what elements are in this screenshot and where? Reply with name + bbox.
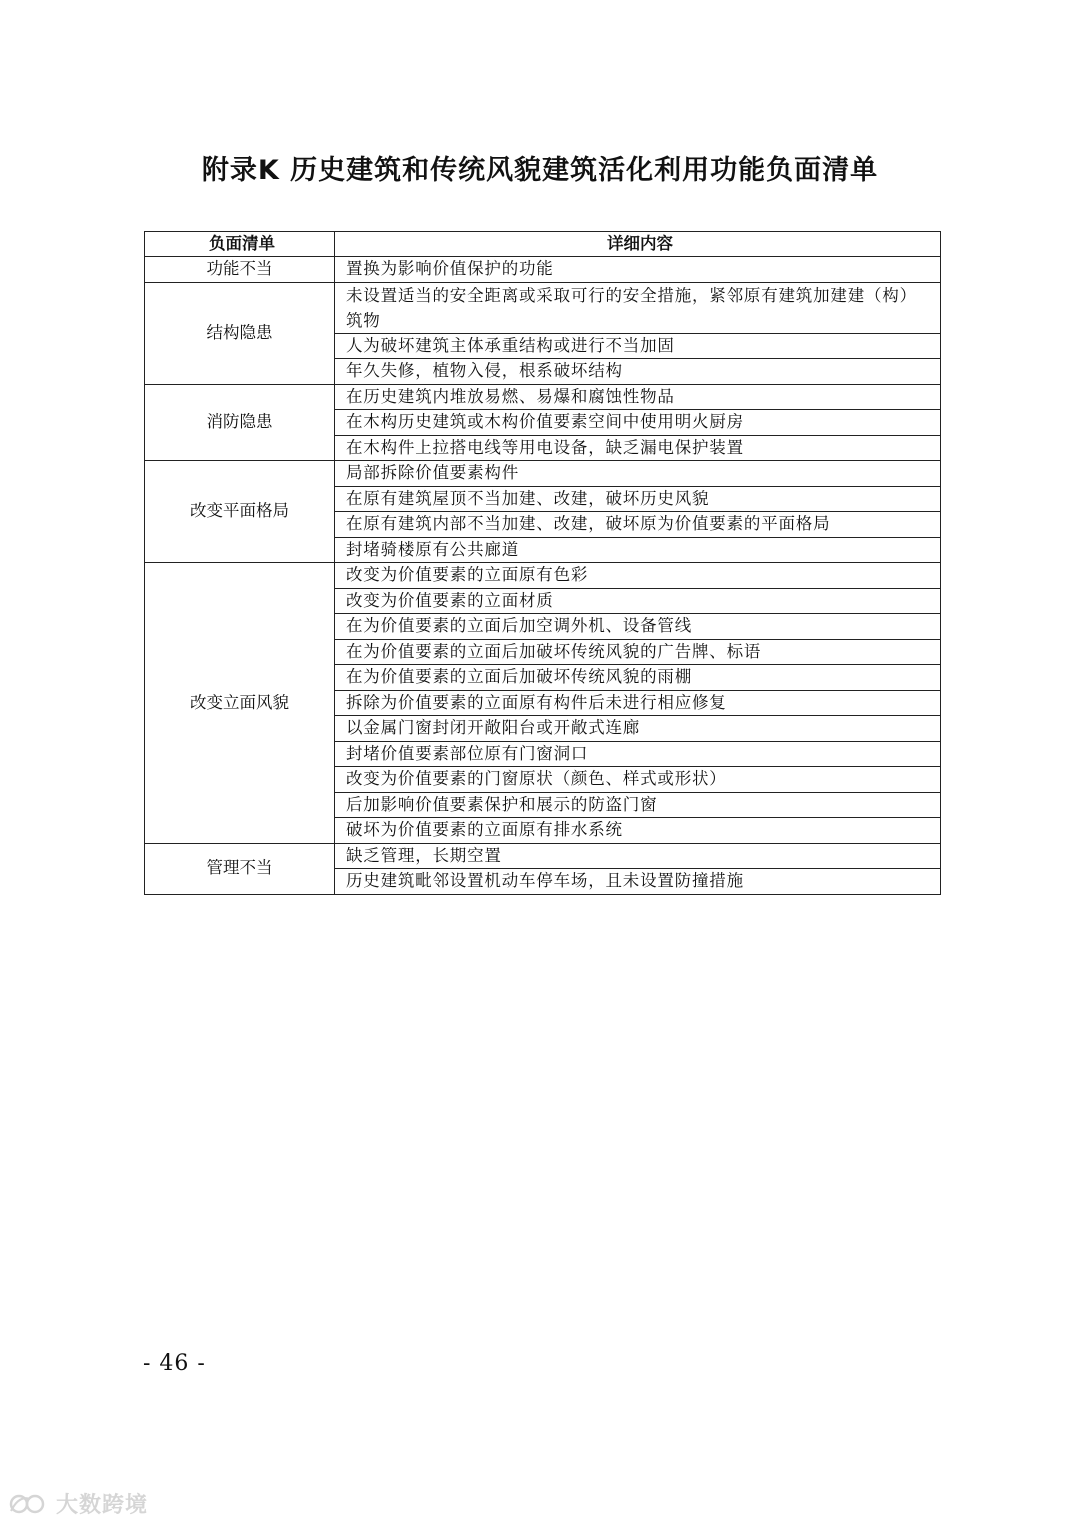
detail-cell: 在木构历史建筑或木构价值要素空间中使用明火厨房 bbox=[335, 410, 941, 436]
detail-cell: 在为价值要素的立面后加空调外机、设备管线 bbox=[335, 614, 941, 640]
table-row bbox=[145, 282, 941, 333]
detail-cell: 改变为价值要素的门窗原状（颜色、样式或形状） bbox=[335, 767, 941, 793]
watermark-text: 大数跨境 bbox=[56, 1493, 149, 1518]
detail-cell: 缺乏管理，长期空置 bbox=[335, 843, 941, 869]
detail-cell: 拆除为价值要素的立面原有构件后未进行相应修复 bbox=[335, 690, 941, 716]
detail-cell: 在原有建筑屋顶不当加建、改建，破坏历史风貌 bbox=[335, 486, 941, 512]
detail-cell: 历史建筑毗邻设置机动车停车场，且未设置防撞措施 bbox=[335, 869, 941, 895]
detail-cell: 后加影响价值要素保护和展示的防盗门窗 bbox=[335, 792, 941, 818]
header-category: 负面清单 bbox=[145, 232, 335, 257]
detail-cell: 置换为影响价值保护的功能 bbox=[335, 257, 941, 283]
watermark bbox=[8, 1488, 148, 1519]
header-details: 详细内容 bbox=[335, 232, 941, 257]
detail-cell: 以金属门窗封闭开敞阳台或开敞式连廊 bbox=[335, 716, 941, 742]
detail-cell: 封堵价值要素部位原有门窗洞口 bbox=[335, 741, 941, 767]
table-row bbox=[145, 384, 941, 410]
watermark-logo-icon bbox=[8, 1491, 52, 1517]
negative-list-table bbox=[144, 231, 941, 895]
category-cell: 改变立面风貌 bbox=[145, 563, 335, 844]
table-row bbox=[145, 843, 941, 869]
detail-cell: 局部拆除价值要素构件 bbox=[335, 461, 941, 487]
detail-cell: 封堵骑楼原有公共廊道 bbox=[335, 537, 941, 563]
detail-cell: 在历史建筑内堆放易燃、易爆和腐蚀性物品 bbox=[335, 384, 941, 410]
table-row bbox=[145, 461, 941, 487]
detail-cell: 在木构件上拉搭电线等用电设备，缺乏漏电保护装置 bbox=[335, 435, 941, 461]
table-row bbox=[145, 563, 941, 589]
detail-cell: 改变为价值要素的立面材质 bbox=[335, 588, 941, 614]
detail-cell: 在为价值要素的立面后加破坏传统风貌的广告牌、标语 bbox=[335, 639, 941, 665]
detail-cell: 未设置适当的安全距离或采取可行的安全措施，紧邻原有建筑加建建（构）筑物 bbox=[335, 282, 941, 333]
category-cell: 结构隐患 bbox=[145, 282, 335, 384]
category-cell: 改变平面格局 bbox=[145, 461, 335, 563]
category-cell: 管理不当 bbox=[145, 843, 335, 894]
category-cell: 消防隐患 bbox=[145, 384, 335, 461]
table-header-row bbox=[145, 232, 941, 257]
detail-cell: 在原有建筑内部不当加建、改建，破坏原为价值要素的平面格局 bbox=[335, 512, 941, 538]
page-title: 附录K 历史建筑和传统风貌建筑活化利用功能负面清单 bbox=[201, 155, 879, 186]
detail-cell: 改变为价值要素的立面原有色彩 bbox=[335, 563, 941, 589]
detail-cell: 人为破坏建筑主体承重结构或进行不当加固 bbox=[335, 333, 941, 359]
table-body bbox=[145, 257, 941, 895]
category-cell: 功能不当 bbox=[145, 257, 335, 283]
table-row bbox=[145, 257, 941, 283]
detail-cell: 在为价值要素的立面后加破坏传统风貌的雨棚 bbox=[335, 665, 941, 691]
detail-cell: 破坏为价值要素的立面原有排水系统 bbox=[335, 818, 941, 844]
detail-cell: 年久失修，植物入侵，根系破坏结构 bbox=[335, 359, 941, 385]
page-number: - 46 - bbox=[143, 1351, 206, 1376]
